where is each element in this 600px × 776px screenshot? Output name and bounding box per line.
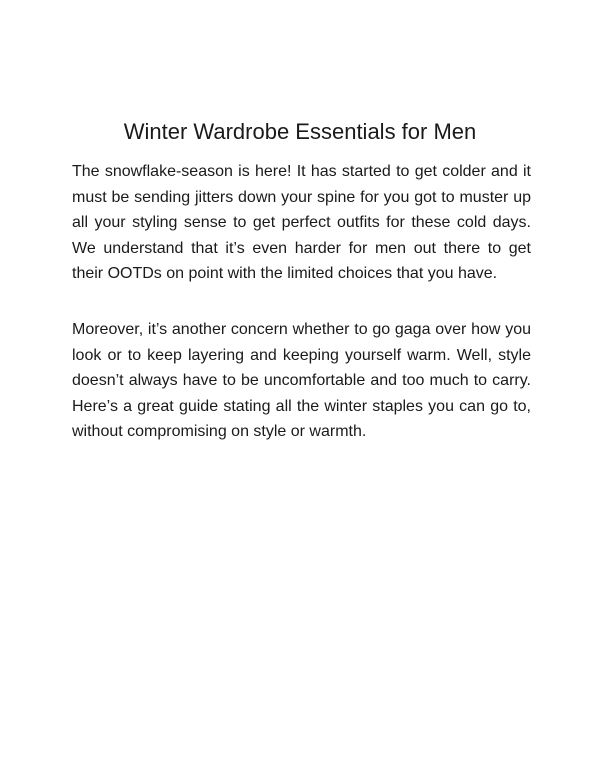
document-title: Winter Wardrobe Essentials for Men [123,119,477,144]
paragraph-intro: The snowflake-season is here! It has started to get colder and it must be sending jitters down your spine for you got to muster up all your styling sense to get perfect outfits for these cold days. We understand that it’s even harder for men out there to get their OOTDs on point with the limited choices that you have. [72,163,531,282]
paragraph-guide: Moreover, it’s another concern whether to go gaga over how you look or to keep layering and keeping yourself warm. Well, style doesn’t always have to be uncomfortable and too much to carry. Here’s a great guide stating all the winter staples you can go to, without compromising on style or warmth. [72,321,531,440]
